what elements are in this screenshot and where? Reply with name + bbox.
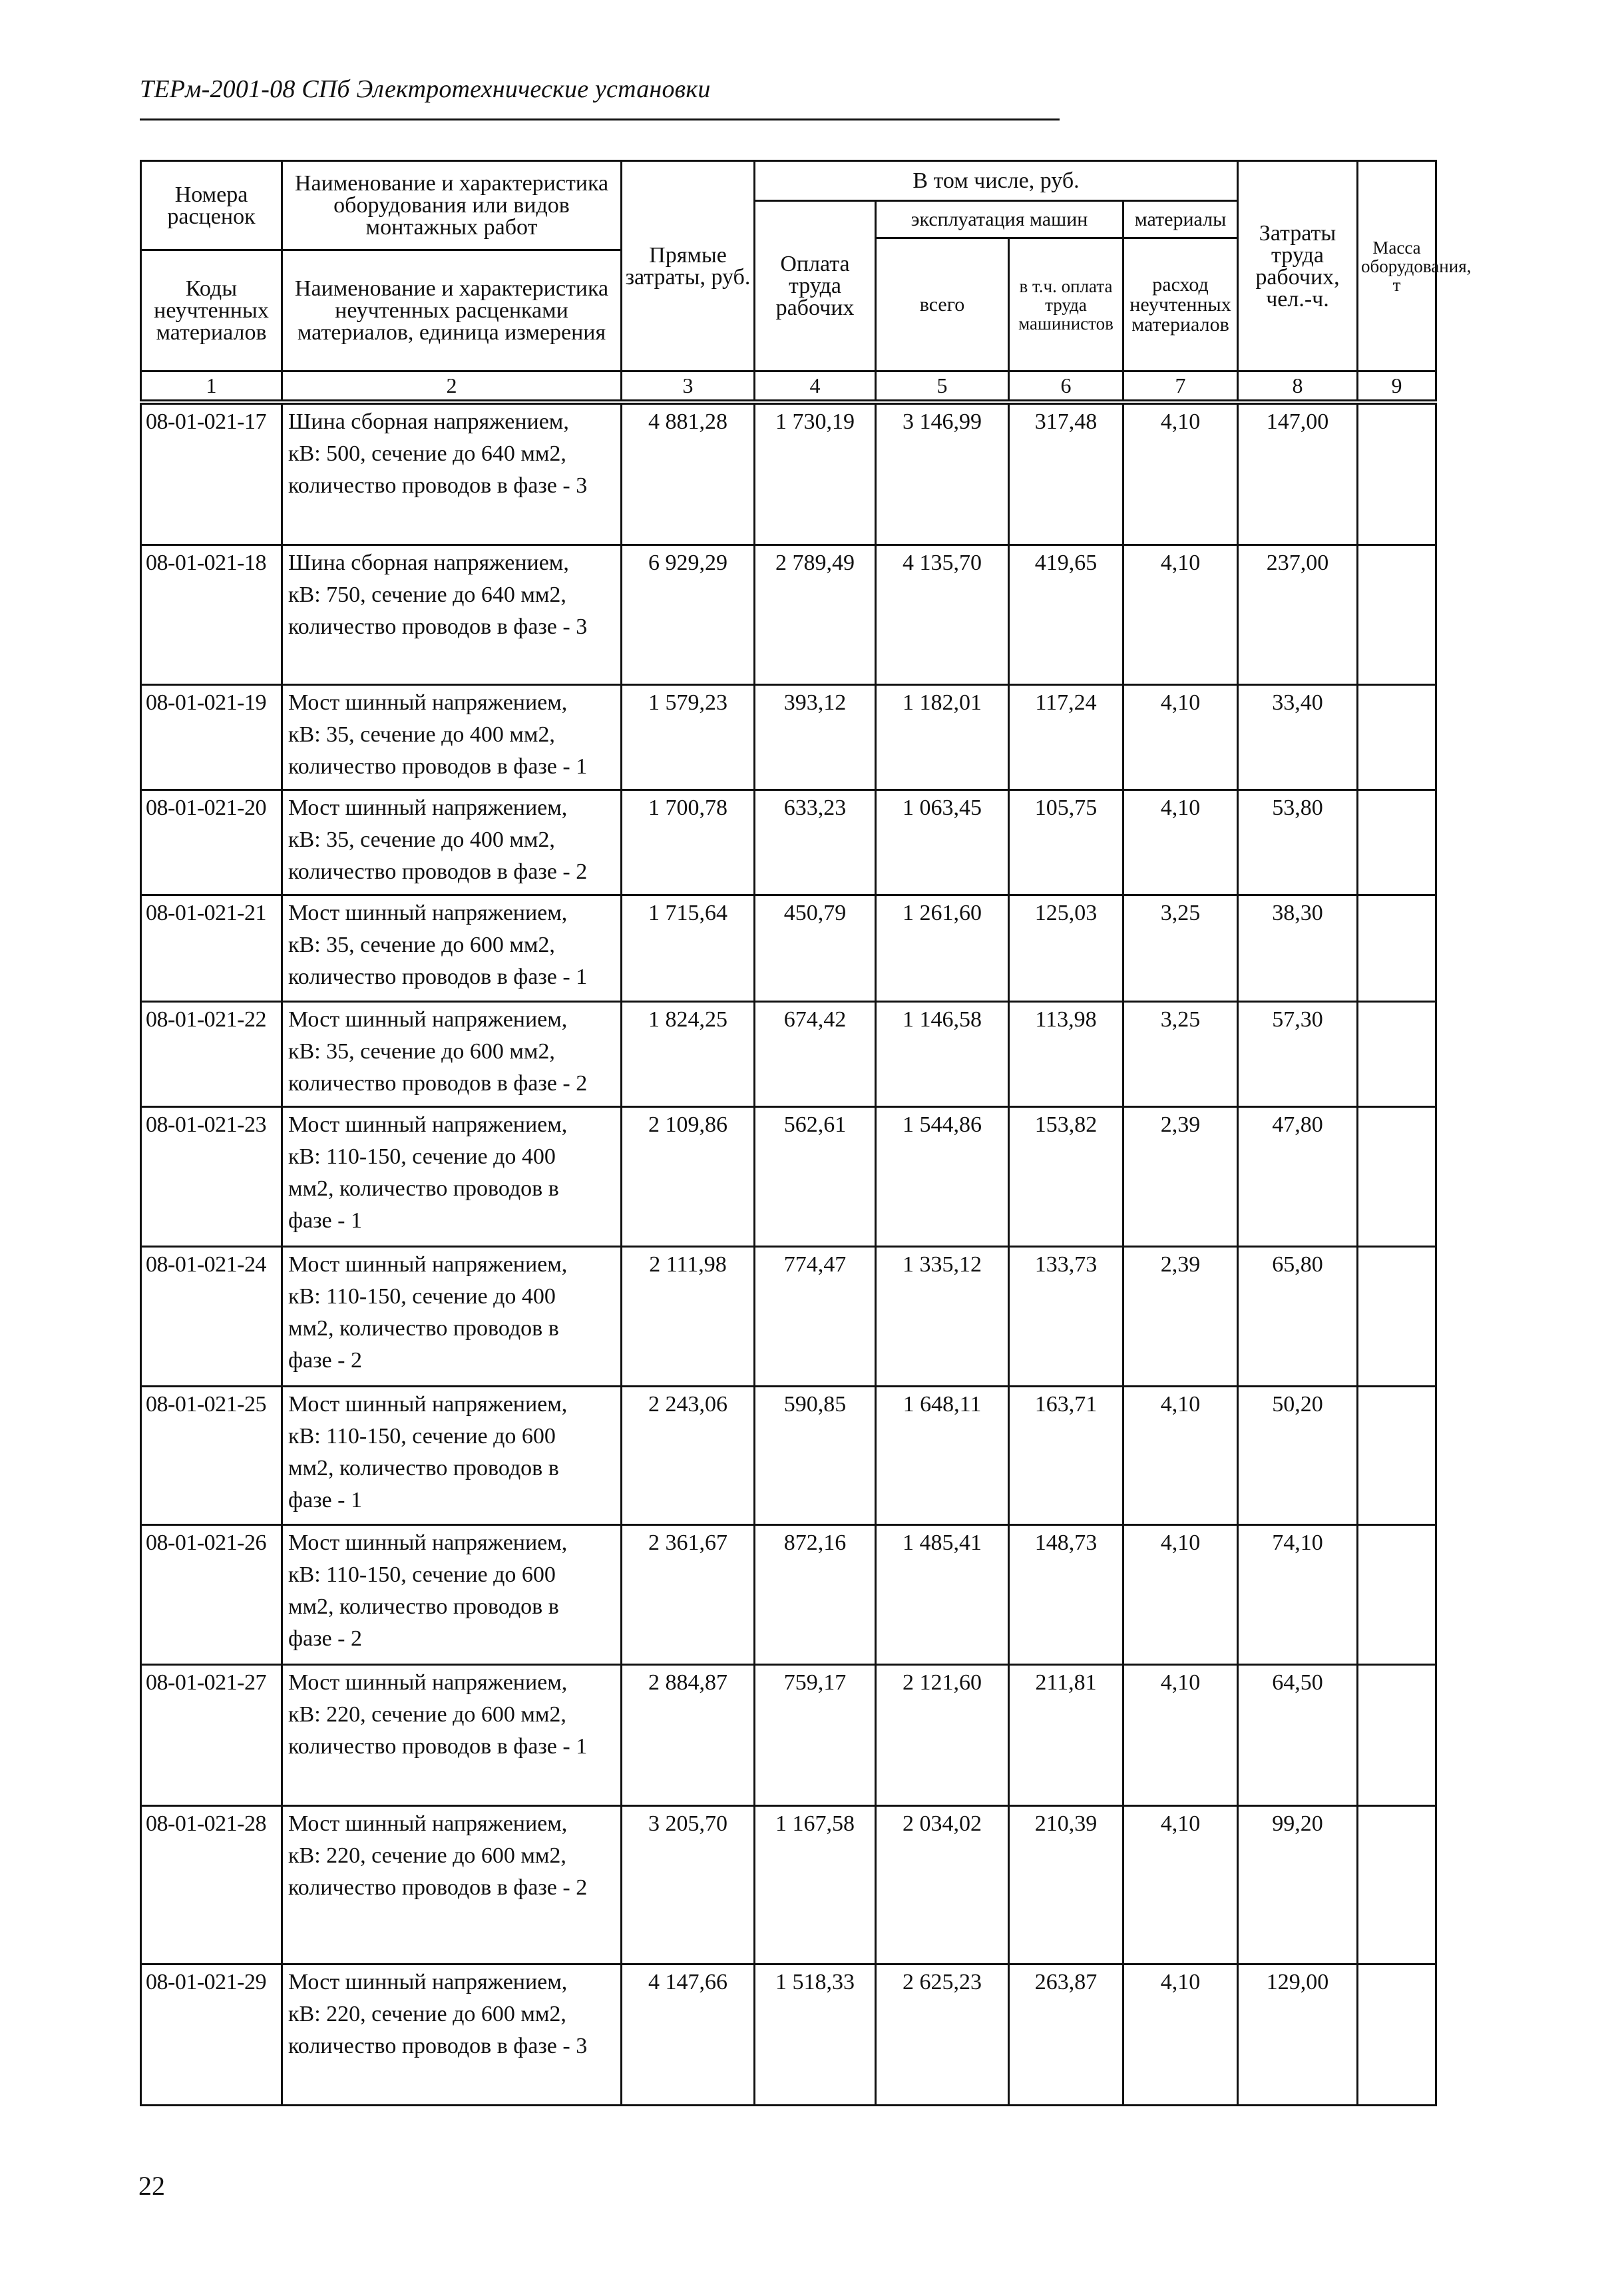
labor-pay-cell: 1 518,33	[755, 1964, 876, 2106]
labor-hours-cell: 129,00	[1238, 1964, 1358, 2106]
labor-pay-cell: 759,17	[755, 1665, 876, 1806]
description-line: мм2, количество проводов в	[288, 1456, 559, 1481]
equipment-mass-cell	[1358, 1964, 1436, 2106]
rate-code-cell: 08-01-021-21	[141, 895, 282, 1002]
description-line: количество проводов в фазе - 1	[288, 965, 588, 989]
work-description-cell	[282, 1806, 622, 1964]
materials-cell: 4,10	[1123, 790, 1238, 895]
description-line: мм2, количество проводов в	[288, 1594, 559, 1619]
table-row	[141, 1525, 1436, 1665]
machines-total-cell: 1 261,60	[876, 895, 1009, 1002]
direct-costs-cell: 3 205,70	[622, 1806, 755, 1964]
direct-costs-cell: 2 111,98	[622, 1247, 755, 1387]
labor-pay-cell: 872,16	[755, 1525, 876, 1665]
column-number: 8	[1238, 371, 1358, 401]
table-row	[141, 790, 1436, 895]
description-line: количество проводов в фазе - 1	[288, 1734, 588, 1759]
direct-costs-cell: 2 109,86	[622, 1107, 755, 1247]
work-description-cell	[282, 1002, 622, 1107]
description-line: Мост шинный напряжением,	[288, 796, 568, 820]
rate-code-cell: 08-01-021-17	[141, 404, 282, 545]
description-line: кВ: 220, сечение до 600 мм2,	[288, 2002, 566, 2026]
description-line: Мост шинный напряжением,	[288, 1670, 568, 1695]
materials-cell: 3,25	[1123, 1002, 1238, 1107]
description-line: Мост шинный напряжением,	[288, 1392, 568, 1417]
header-equipment-mass: Масса оборудования, т	[1358, 161, 1436, 371]
description-line: количество проводов в фазе - 3	[288, 614, 588, 639]
column-number: 9	[1358, 371, 1436, 401]
equipment-mass-cell	[1358, 404, 1436, 545]
equipment-mass-cell	[1358, 1806, 1436, 1964]
work-description-cell	[282, 895, 622, 1002]
machinist-pay-cell: 263,87	[1009, 1964, 1123, 2106]
direct-costs-cell: 1 700,78	[622, 790, 755, 895]
description-line: кВ: 110-150, сечение до 600	[288, 1562, 556, 1587]
rate-code-cell: 08-01-021-25	[141, 1387, 282, 1525]
labor-hours-cell: 65,80	[1238, 1247, 1358, 1387]
description-line: мм2, количество проводов в	[288, 1316, 559, 1341]
labor-pay-cell: 1 730,19	[755, 404, 876, 545]
column-number: 5	[876, 371, 1009, 401]
column-number: 4	[755, 371, 876, 401]
labor-hours-cell: 47,80	[1238, 1107, 1358, 1247]
table-row	[141, 545, 1436, 685]
description-line: фазе - 1	[288, 1488, 362, 1512]
labor-pay-cell: 1 167,58	[755, 1806, 876, 1964]
labor-pay-cell: 393,12	[755, 685, 876, 790]
machines-total-cell: 2 121,60	[876, 1665, 1009, 1806]
table-row	[141, 1964, 1436, 2106]
machines-total-cell: 1 648,11	[876, 1387, 1009, 1525]
header-material-codes: Коды неучтенных материалов	[141, 250, 282, 371]
labor-pay-cell: 633,23	[755, 790, 876, 895]
machines-total-cell: 1 063,45	[876, 790, 1009, 895]
labor-hours-cell: 147,00	[1238, 404, 1358, 545]
labor-hours-cell: 33,40	[1238, 685, 1358, 790]
description-line: Мост шинный напряжением,	[288, 1970, 568, 1994]
work-description-cell	[282, 685, 622, 790]
header-work-name: Наименование и характеристика оборудования или видов монтажных работ	[282, 161, 622, 250]
machinist-pay-cell: 163,71	[1009, 1387, 1123, 1525]
description-line: Мост шинный напряжением,	[288, 690, 568, 715]
work-description-cell	[282, 1964, 622, 2106]
materials-cell: 4,10	[1123, 1387, 1238, 1525]
machinist-pay-cell: 125,03	[1009, 895, 1123, 1002]
column-number: 2	[282, 371, 622, 401]
direct-costs-cell: 2 884,87	[622, 1665, 755, 1806]
work-description-cell	[282, 404, 622, 545]
description-line: количество проводов в фазе - 2	[288, 1071, 588, 1096]
machinist-pay-cell: 117,24	[1009, 685, 1123, 790]
materials-cell: 4,10	[1123, 1964, 1238, 2106]
rate-code-cell: 08-01-021-29	[141, 1964, 282, 2106]
equipment-mass-cell	[1358, 1387, 1436, 1525]
table-row	[141, 685, 1436, 790]
description-line: фазе - 1	[288, 1208, 362, 1233]
description-line: количество проводов в фазе - 3	[288, 2034, 588, 2058]
work-description-cell	[282, 1247, 622, 1387]
machinist-pay-cell: 113,98	[1009, 1002, 1123, 1107]
rate-code-cell: 08-01-021-28	[141, 1806, 282, 1964]
description-line: кВ: 35, сечение до 400 мм2,	[288, 722, 555, 747]
equipment-mass-cell	[1358, 790, 1436, 895]
materials-cell: 4,10	[1123, 404, 1238, 545]
header-labor-hours: Затраты труда рабочих, чел.-ч.	[1238, 161, 1358, 371]
header-rate-numbers: Номера расценок	[141, 161, 282, 250]
labor-hours-cell: 38,30	[1238, 895, 1358, 1002]
rate-code-cell: 08-01-021-18	[141, 545, 282, 685]
equipment-mass-cell	[1358, 545, 1436, 685]
labor-hours-cell: 53,80	[1238, 790, 1358, 895]
table-row	[141, 1665, 1436, 1806]
direct-costs-cell: 1 579,23	[622, 685, 755, 790]
machinist-pay-cell: 105,75	[1009, 790, 1123, 895]
work-description-cell	[282, 790, 622, 895]
page-number: 22	[138, 2171, 165, 2201]
equipment-mass-cell	[1358, 685, 1436, 790]
table-header	[140, 160, 1472, 401]
description-line: кВ: 110-150, сечение до 400	[288, 1144, 556, 1169]
description-line: Мост шинный напряжением,	[288, 1007, 568, 1032]
rate-code-cell: 08-01-021-19	[141, 685, 282, 790]
header-labor-pay: Оплата труда рабочих	[755, 201, 876, 371]
document-header-title: ТЕРм-2001-08 СПб Электротехнические установки	[140, 75, 711, 103]
materials-cell: 4,10	[1123, 545, 1238, 685]
header-direct-costs: Прямые затраты, руб.	[622, 161, 755, 371]
column-number: 1	[141, 371, 282, 401]
rate-code-cell: 08-01-021-26	[141, 1525, 282, 1665]
rate-code-cell: 08-01-021-24	[141, 1247, 282, 1387]
machinist-pay-cell: 419,65	[1009, 545, 1123, 685]
description-line: фазе - 2	[288, 1348, 362, 1373]
description-line: кВ: 750, сечение до 640 мм2,	[288, 582, 566, 607]
equipment-mass-cell	[1358, 1002, 1436, 1107]
table-row	[141, 1247, 1436, 1387]
direct-costs-cell: 1 824,25	[622, 1002, 755, 1107]
rate-code-cell: 08-01-021-27	[141, 1665, 282, 1806]
description-line: кВ: 110-150, сечение до 600	[288, 1424, 556, 1449]
machines-total-cell: 1 182,01	[876, 685, 1009, 790]
machinist-pay-cell: 211,81	[1009, 1665, 1123, 1806]
machines-total-cell: 2 034,02	[876, 1806, 1009, 1964]
description-line: Шина сборная напряжением,	[288, 551, 569, 575]
labor-hours-cell: 74,10	[1238, 1525, 1358, 1665]
machines-total-cell: 3 146,99	[876, 404, 1009, 545]
machinist-pay-cell: 317,48	[1009, 404, 1123, 545]
machinist-pay-cell: 148,73	[1009, 1525, 1123, 1665]
equipment-mass-cell	[1358, 1107, 1436, 1247]
machines-total-cell: 4 135,70	[876, 545, 1009, 685]
labor-hours-cell: 237,00	[1238, 545, 1358, 685]
description-line: кВ: 35, сечение до 400 мм2,	[288, 827, 555, 852]
description-line: мм2, количество проводов в	[288, 1176, 559, 1201]
equipment-mass-cell	[1358, 1525, 1436, 1665]
materials-cell: 4,10	[1123, 1525, 1238, 1665]
direct-costs-cell: 2 243,06	[622, 1387, 755, 1525]
rates-table	[140, 403, 1437, 2106]
header-materials: материалы	[1123, 201, 1238, 238]
description-line: Мост шинный напряжением,	[288, 1530, 568, 1555]
description-line: количество проводов в фазе - 2	[288, 1875, 588, 1900]
work-description-cell	[282, 1387, 622, 1525]
description-line: фазе - 2	[288, 1626, 362, 1651]
work-description-cell	[282, 1107, 622, 1247]
machinist-pay-cell: 133,73	[1009, 1247, 1123, 1387]
direct-costs-cell: 1 715,64	[622, 895, 755, 1002]
equipment-mass-cell	[1358, 1665, 1436, 1806]
rate-code-cell: 08-01-021-23	[141, 1107, 282, 1247]
work-description-cell	[282, 545, 622, 685]
description-line: кВ: 35, сечение до 600 мм2,	[288, 1039, 555, 1064]
labor-pay-cell: 674,42	[755, 1002, 876, 1107]
labor-hours-cell: 64,50	[1238, 1665, 1358, 1806]
materials-cell: 3,25	[1123, 895, 1238, 1002]
table-row	[141, 1002, 1436, 1107]
table-row	[141, 1107, 1436, 1247]
labor-hours-cell: 99,20	[1238, 1806, 1358, 1964]
description-line: количество проводов в фазе - 2	[288, 859, 588, 884]
description-line: кВ: 110-150, сечение до 400	[288, 1284, 556, 1309]
header-including: В том числе, руб.	[755, 161, 1238, 201]
machines-total-cell: 1 146,58	[876, 1002, 1009, 1107]
rate-code-cell: 08-01-021-20	[141, 790, 282, 895]
direct-costs-cell: 2 361,67	[622, 1525, 755, 1665]
materials-cell: 4,10	[1123, 1665, 1238, 1806]
machines-total-cell: 1 544,86	[876, 1107, 1009, 1247]
labor-pay-cell: 774,47	[755, 1247, 876, 1387]
description-line: количество проводов в фазе - 1	[288, 754, 588, 779]
equipment-mass-cell	[1358, 895, 1436, 1002]
labor-pay-cell: 562,61	[755, 1107, 876, 1247]
machines-total-cell: 1 335,12	[876, 1247, 1009, 1387]
machinist-pay-cell: 153,82	[1009, 1107, 1123, 1247]
header-material-name: Наименование и характеристика неучтенных расценками материалов, единица измерения	[282, 250, 622, 371]
description-line: кВ: 220, сечение до 600 мм2,	[288, 1843, 566, 1868]
column-number: 6	[1009, 371, 1123, 401]
description-line: кВ: 220, сечение до 600 мм2,	[288, 1702, 566, 1727]
materials-cell: 2,39	[1123, 1247, 1238, 1387]
table-row	[141, 895, 1436, 1002]
table-row	[141, 404, 1436, 545]
description-line: количество проводов в фазе - 3	[288, 473, 588, 498]
description-line: Мост шинный напряжением,	[288, 1811, 568, 1836]
description-line: кВ: 35, сечение до 600 мм2,	[288, 933, 555, 957]
labor-hours-cell: 50,20	[1238, 1387, 1358, 1525]
labor-pay-cell: 450,79	[755, 895, 876, 1002]
labor-pay-cell: 590,85	[755, 1387, 876, 1525]
materials-cell: 2,39	[1123, 1107, 1238, 1247]
rate-code-cell: 08-01-021-22	[141, 1002, 282, 1107]
direct-costs-cell: 4 881,28	[622, 404, 755, 545]
header-machinist-pay: в т.ч. оплата труда машинистов	[1009, 238, 1123, 371]
work-description-cell	[282, 1525, 622, 1665]
work-description-cell	[282, 1665, 622, 1806]
machines-total-cell: 2 625,23	[876, 1964, 1009, 2106]
header-machines: эксплуатация машин	[876, 201, 1123, 238]
column-number: 3	[622, 371, 755, 401]
machinist-pay-cell: 210,39	[1009, 1806, 1123, 1964]
header-rule	[140, 118, 1060, 120]
description-line: Шина сборная напряжением,	[288, 409, 569, 434]
table-row	[141, 1806, 1436, 1964]
header-unaccounted-materials: расход неучтенных материалов	[1123, 238, 1238, 371]
machines-total-cell: 1 485,41	[876, 1525, 1009, 1665]
labor-pay-cell: 2 789,49	[755, 545, 876, 685]
direct-costs-cell: 6 929,29	[622, 545, 755, 685]
materials-cell: 4,10	[1123, 685, 1238, 790]
description-line: кВ: 500, сечение до 640 мм2,	[288, 441, 566, 466]
description-line: Мост шинный напряжением,	[288, 1112, 568, 1137]
header-machines-total: всего	[876, 238, 1009, 371]
column-number: 7	[1123, 371, 1238, 401]
description-line: Мост шинный напряжением,	[288, 901, 568, 925]
equipment-mass-cell	[1358, 1247, 1436, 1387]
description-line: Мост шинный напряжением,	[288, 1252, 568, 1277]
materials-cell: 4,10	[1123, 1806, 1238, 1964]
labor-hours-cell: 57,30	[1238, 1002, 1358, 1107]
table-row	[141, 1387, 1436, 1525]
direct-costs-cell: 4 147,66	[622, 1964, 755, 2106]
